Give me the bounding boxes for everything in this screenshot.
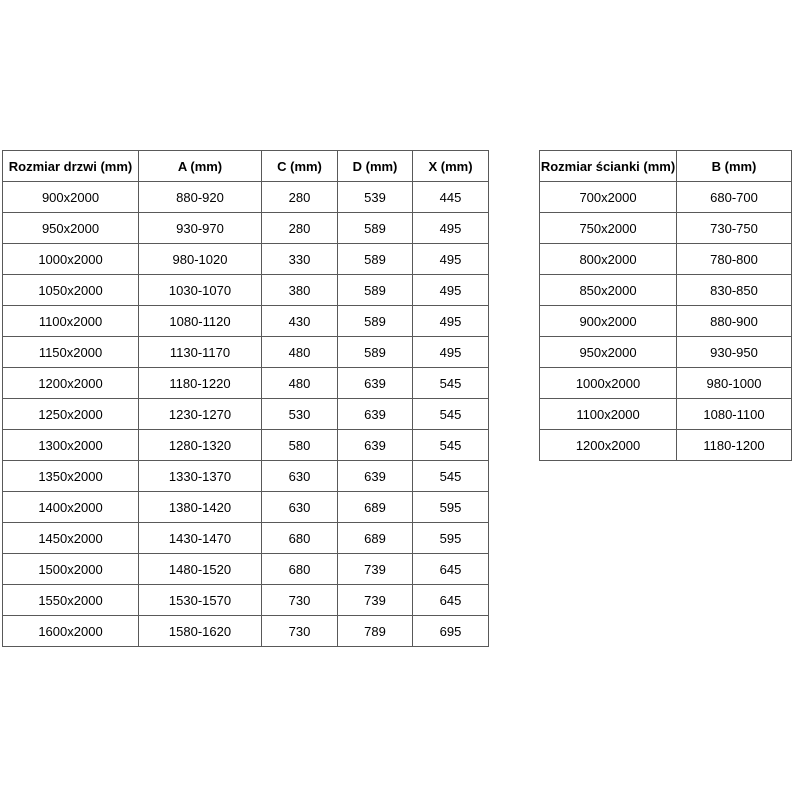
table-cell: 930-970 <box>139 213 262 244</box>
header-row <box>540 151 792 182</box>
table-row <box>3 430 489 461</box>
table-cell: 495 <box>413 213 489 244</box>
table-row <box>3 554 489 585</box>
table-cell: 280 <box>262 182 338 213</box>
table-cell: 739 <box>338 585 413 616</box>
table-cell: 680 <box>262 554 338 585</box>
table-cell: 780-800 <box>677 244 792 275</box>
table-cell: 680 <box>262 523 338 554</box>
column-header: C (mm) <box>262 151 338 182</box>
table-cell: 689 <box>338 492 413 523</box>
table-row <box>3 492 489 523</box>
table-cell: 830-850 <box>677 275 792 306</box>
table-cell: 1430-1470 <box>139 523 262 554</box>
table-cell: 1000x2000 <box>3 244 139 275</box>
column-header: B (mm) <box>677 151 792 182</box>
table-row <box>540 182 792 213</box>
table-cell: 1080-1100 <box>677 399 792 430</box>
column-header: A (mm) <box>139 151 262 182</box>
table-cell: 730 <box>262 616 338 647</box>
table-cell: 630 <box>262 492 338 523</box>
table-cell: 980-1020 <box>139 244 262 275</box>
table-cell: 495 <box>413 306 489 337</box>
door-size-table <box>2 150 489 647</box>
table-cell: 1000x2000 <box>540 368 677 399</box>
table-cell: 330 <box>262 244 338 275</box>
table-cell: 1200x2000 <box>540 430 677 461</box>
table-cell: 630 <box>262 461 338 492</box>
table-cell: 495 <box>413 275 489 306</box>
table-row <box>540 275 792 306</box>
table-row <box>540 213 792 244</box>
table-row <box>3 368 489 399</box>
table-cell: 1580-1620 <box>139 616 262 647</box>
table-cell: 700x2000 <box>540 182 677 213</box>
table-cell: 695 <box>413 616 489 647</box>
table-cell: 730-750 <box>677 213 792 244</box>
table-row <box>540 368 792 399</box>
table-cell: 445 <box>413 182 489 213</box>
table-row <box>3 399 489 430</box>
table-cell: 689 <box>338 523 413 554</box>
table-cell: 480 <box>262 337 338 368</box>
table-cell: 645 <box>413 585 489 616</box>
table-cell: 1330-1370 <box>139 461 262 492</box>
table-row <box>3 461 489 492</box>
table-cell: 580 <box>262 430 338 461</box>
table-cell: 900x2000 <box>3 182 139 213</box>
table-cell: 1180-1220 <box>139 368 262 399</box>
table-row <box>3 213 489 244</box>
table-cell: 639 <box>338 399 413 430</box>
table-cell: 800x2000 <box>540 244 677 275</box>
table-row <box>3 337 489 368</box>
table-cell: 539 <box>338 182 413 213</box>
table-row <box>3 182 489 213</box>
column-header: X (mm) <box>413 151 489 182</box>
table-cell: 1380-1420 <box>139 492 262 523</box>
table-cell: 1480-1520 <box>139 554 262 585</box>
table-cell: 900x2000 <box>540 306 677 337</box>
table-row <box>3 275 489 306</box>
wall-size-table <box>539 150 792 461</box>
table-cell: 850x2000 <box>540 275 677 306</box>
table-cell: 639 <box>338 430 413 461</box>
table-cell: 595 <box>413 492 489 523</box>
table-cell: 380 <box>262 275 338 306</box>
column-header: D (mm) <box>338 151 413 182</box>
table-cell: 680-700 <box>677 182 792 213</box>
table-cell: 930-950 <box>677 337 792 368</box>
table-cell: 645 <box>413 554 489 585</box>
table-cell: 1080-1120 <box>139 306 262 337</box>
table-cell: 1150x2000 <box>3 337 139 368</box>
table-row <box>540 337 792 368</box>
table-cell: 980-1000 <box>677 368 792 399</box>
table-cell: 589 <box>338 337 413 368</box>
table-cell: 1200x2000 <box>3 368 139 399</box>
table-cell: 430 <box>262 306 338 337</box>
table-row <box>540 399 792 430</box>
table-cell: 750x2000 <box>540 213 677 244</box>
table-cell: 589 <box>338 244 413 275</box>
table-cell: 1530-1570 <box>139 585 262 616</box>
table-cell: 789 <box>338 616 413 647</box>
table-cell: 950x2000 <box>3 213 139 244</box>
table-cell: 1230-1270 <box>139 399 262 430</box>
table-cell: 1450x2000 <box>3 523 139 554</box>
table-cell: 1250x2000 <box>3 399 139 430</box>
table-cell: 495 <box>413 244 489 275</box>
table-row <box>3 585 489 616</box>
table-cell: 739 <box>338 554 413 585</box>
table-row <box>540 244 792 275</box>
table-cell: 730 <box>262 585 338 616</box>
table-row <box>3 616 489 647</box>
column-header: Rozmiar ścianki (mm) <box>540 151 677 182</box>
table-cell: 480 <box>262 368 338 399</box>
table-cell: 639 <box>338 461 413 492</box>
table-cell: 1030-1070 <box>139 275 262 306</box>
table-row <box>3 306 489 337</box>
door-table-header <box>3 151 489 182</box>
table-cell: 595 <box>413 523 489 554</box>
table-cell: 1600x2000 <box>3 616 139 647</box>
table-cell: 1100x2000 <box>540 399 677 430</box>
table-row <box>3 523 489 554</box>
table-cell: 495 <box>413 337 489 368</box>
table-cell: 880-900 <box>677 306 792 337</box>
table-cell: 545 <box>413 368 489 399</box>
table-cell: 280 <box>262 213 338 244</box>
table-row <box>3 244 489 275</box>
table-cell: 1050x2000 <box>3 275 139 306</box>
column-header: Rozmiar drzwi (mm) <box>3 151 139 182</box>
table-cell: 589 <box>338 306 413 337</box>
table-cell: 1300x2000 <box>3 430 139 461</box>
table-row <box>540 430 792 461</box>
table-cell: 880-920 <box>139 182 262 213</box>
table-cell: 1280-1320 <box>139 430 262 461</box>
table-cell: 545 <box>413 461 489 492</box>
header-row <box>3 151 489 182</box>
table-cell: 1500x2000 <box>3 554 139 585</box>
table-row <box>540 306 792 337</box>
table-cell: 950x2000 <box>540 337 677 368</box>
table-cell: 1100x2000 <box>3 306 139 337</box>
table-cell: 530 <box>262 399 338 430</box>
table-cell: 1350x2000 <box>3 461 139 492</box>
table-cell: 1400x2000 <box>3 492 139 523</box>
table-cell: 639 <box>338 368 413 399</box>
table-cell: 589 <box>338 275 413 306</box>
wall-table-body <box>540 182 792 461</box>
wall-table-header <box>540 151 792 182</box>
table-cell: 545 <box>413 399 489 430</box>
table-cell: 545 <box>413 430 489 461</box>
table-cell: 1130-1170 <box>139 337 262 368</box>
table-cell: 589 <box>338 213 413 244</box>
table-cell: 1180-1200 <box>677 430 792 461</box>
table-cell: 1550x2000 <box>3 585 139 616</box>
door-table-body <box>3 182 489 647</box>
